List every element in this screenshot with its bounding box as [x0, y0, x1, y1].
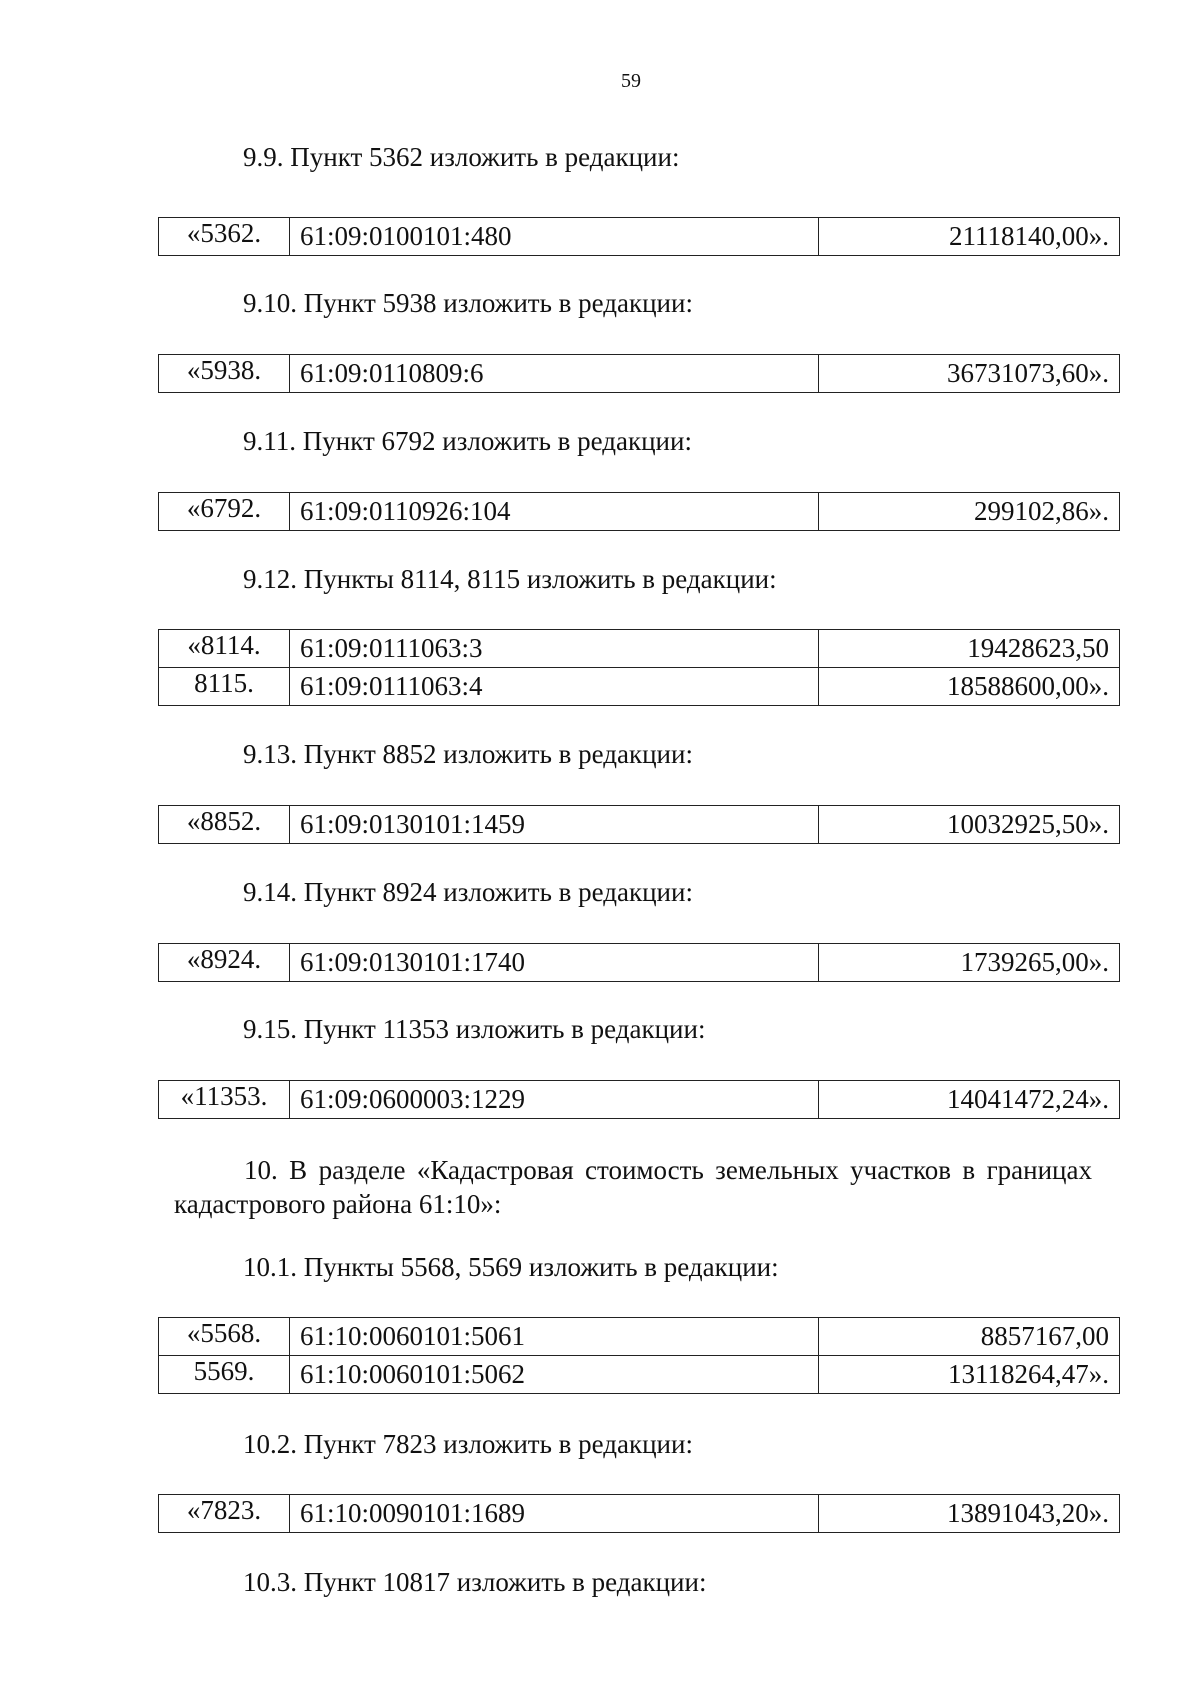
item-number-cell: «7823.: [159, 1495, 290, 1533]
table-row: [159, 1356, 1120, 1394]
table-row: [159, 1495, 1120, 1533]
table-row: [159, 944, 1120, 982]
item-number-cell: «8924.: [159, 944, 290, 982]
cadastral-value-cell: 299102,86».: [819, 493, 1120, 531]
item-number-cell: «5568.: [159, 1318, 290, 1356]
amendment-table: [158, 492, 1120, 531]
cadastral-value-cell: 14041472,24».: [819, 1081, 1120, 1119]
section-heading: 9.14. Пункт 8924 изложить в редакции:: [243, 877, 693, 907]
section-heading: 9.9. Пункт 5362 изложить в редакции:: [243, 142, 680, 172]
cadastral-value-cell: 1739265,00».: [819, 944, 1120, 982]
section-heading: 9.12. Пункты 8114, 8115 изложить в редакции:: [243, 564, 777, 594]
cadastral-number-cell: 61:09:0111063:3: [290, 630, 819, 668]
section-heading: 9.11. Пункт 6792 изложить в редакции:: [243, 426, 692, 456]
section-heading: 10.1. Пункты 5568, 5569 изложить в редакции:: [243, 1252, 779, 1282]
cadastral-value-cell: 8857167,00: [819, 1318, 1120, 1356]
cadastral-number-cell: 61:09:0110809:6: [290, 355, 819, 393]
table-row: [159, 806, 1120, 844]
item-number-cell: «8852.: [159, 806, 290, 844]
cadastral-number-cell: 61:10:0060101:5062: [290, 1356, 819, 1394]
item-number-cell: «5362.: [159, 218, 290, 256]
section-heading: 9.15. Пункт 11353 изложить в редакции:: [243, 1014, 706, 1044]
amendment-table: [158, 805, 1120, 844]
section-10-paragraph: [174, 1153, 1092, 1221]
item-number-cell: «8114.: [159, 630, 290, 668]
cadastral-value-cell: 18588600,00».: [819, 668, 1120, 706]
cadastral-number-cell: 61:09:0111063:4: [290, 668, 819, 706]
amendment-table: [158, 1080, 1120, 1119]
cadastral-number-cell: 61:10:0060101:5061: [290, 1318, 819, 1356]
cadastral-number-cell: 61:10:0090101:1689: [290, 1495, 819, 1533]
item-number-cell: «5938.: [159, 355, 290, 393]
cadastral-value-cell: 10032925,50».: [819, 806, 1120, 844]
amendment-table: [158, 629, 1120, 706]
section-heading: 9.10. Пункт 5938 изложить в редакции:: [243, 288, 693, 318]
item-number-cell: «6792.: [159, 493, 290, 531]
cadastral-value-cell: 13118264,47».: [819, 1356, 1120, 1394]
item-number-cell: «11353.: [159, 1081, 290, 1119]
item-number-cell: 5569.: [159, 1356, 290, 1394]
table-row: [159, 630, 1120, 668]
cadastral-number-cell: 61:09:0110926:104: [290, 493, 819, 531]
amendment-table: [158, 943, 1120, 982]
cadastral-number-cell: 61:09:0130101:1740: [290, 944, 819, 982]
page-number: 59: [621, 70, 641, 92]
table-row: [159, 1318, 1120, 1356]
amendment-table: [158, 1494, 1120, 1533]
amendment-table: [158, 217, 1120, 256]
section-10-text: 10. В разделе «Кадастровая стоимость земельных участков в границах кадастрового района 61:10»:: [174, 1155, 1092, 1219]
table-row: [159, 493, 1120, 531]
amendment-table: [158, 354, 1120, 393]
section-heading: 9.13. Пункт 8852 изложить в редакции:: [243, 739, 693, 769]
cadastral-number-cell: 61:09:0600003:1229: [290, 1081, 819, 1119]
cadastral-value-cell: 36731073,60».: [819, 355, 1120, 393]
cadastral-value-cell: 19428623,50: [819, 630, 1120, 668]
cadastral-value-cell: 21118140,00».: [819, 218, 1120, 256]
table-row: [159, 1081, 1120, 1119]
cadastral-number-cell: 61:09:0100101:480: [290, 218, 819, 256]
cadastral-number-cell: 61:09:0130101:1459: [290, 806, 819, 844]
section-heading: 10.3. Пункт 10817 изложить в редакции:: [243, 1567, 707, 1597]
table-row: [159, 218, 1120, 256]
cadastral-value-cell: 13891043,20».: [819, 1495, 1120, 1533]
section-heading: 10.2. Пункт 7823 изложить в редакции:: [243, 1429, 693, 1459]
item-number-cell: 8115.: [159, 668, 290, 706]
amendment-table: [158, 1317, 1120, 1394]
table-row: [159, 668, 1120, 706]
table-row: [159, 355, 1120, 393]
